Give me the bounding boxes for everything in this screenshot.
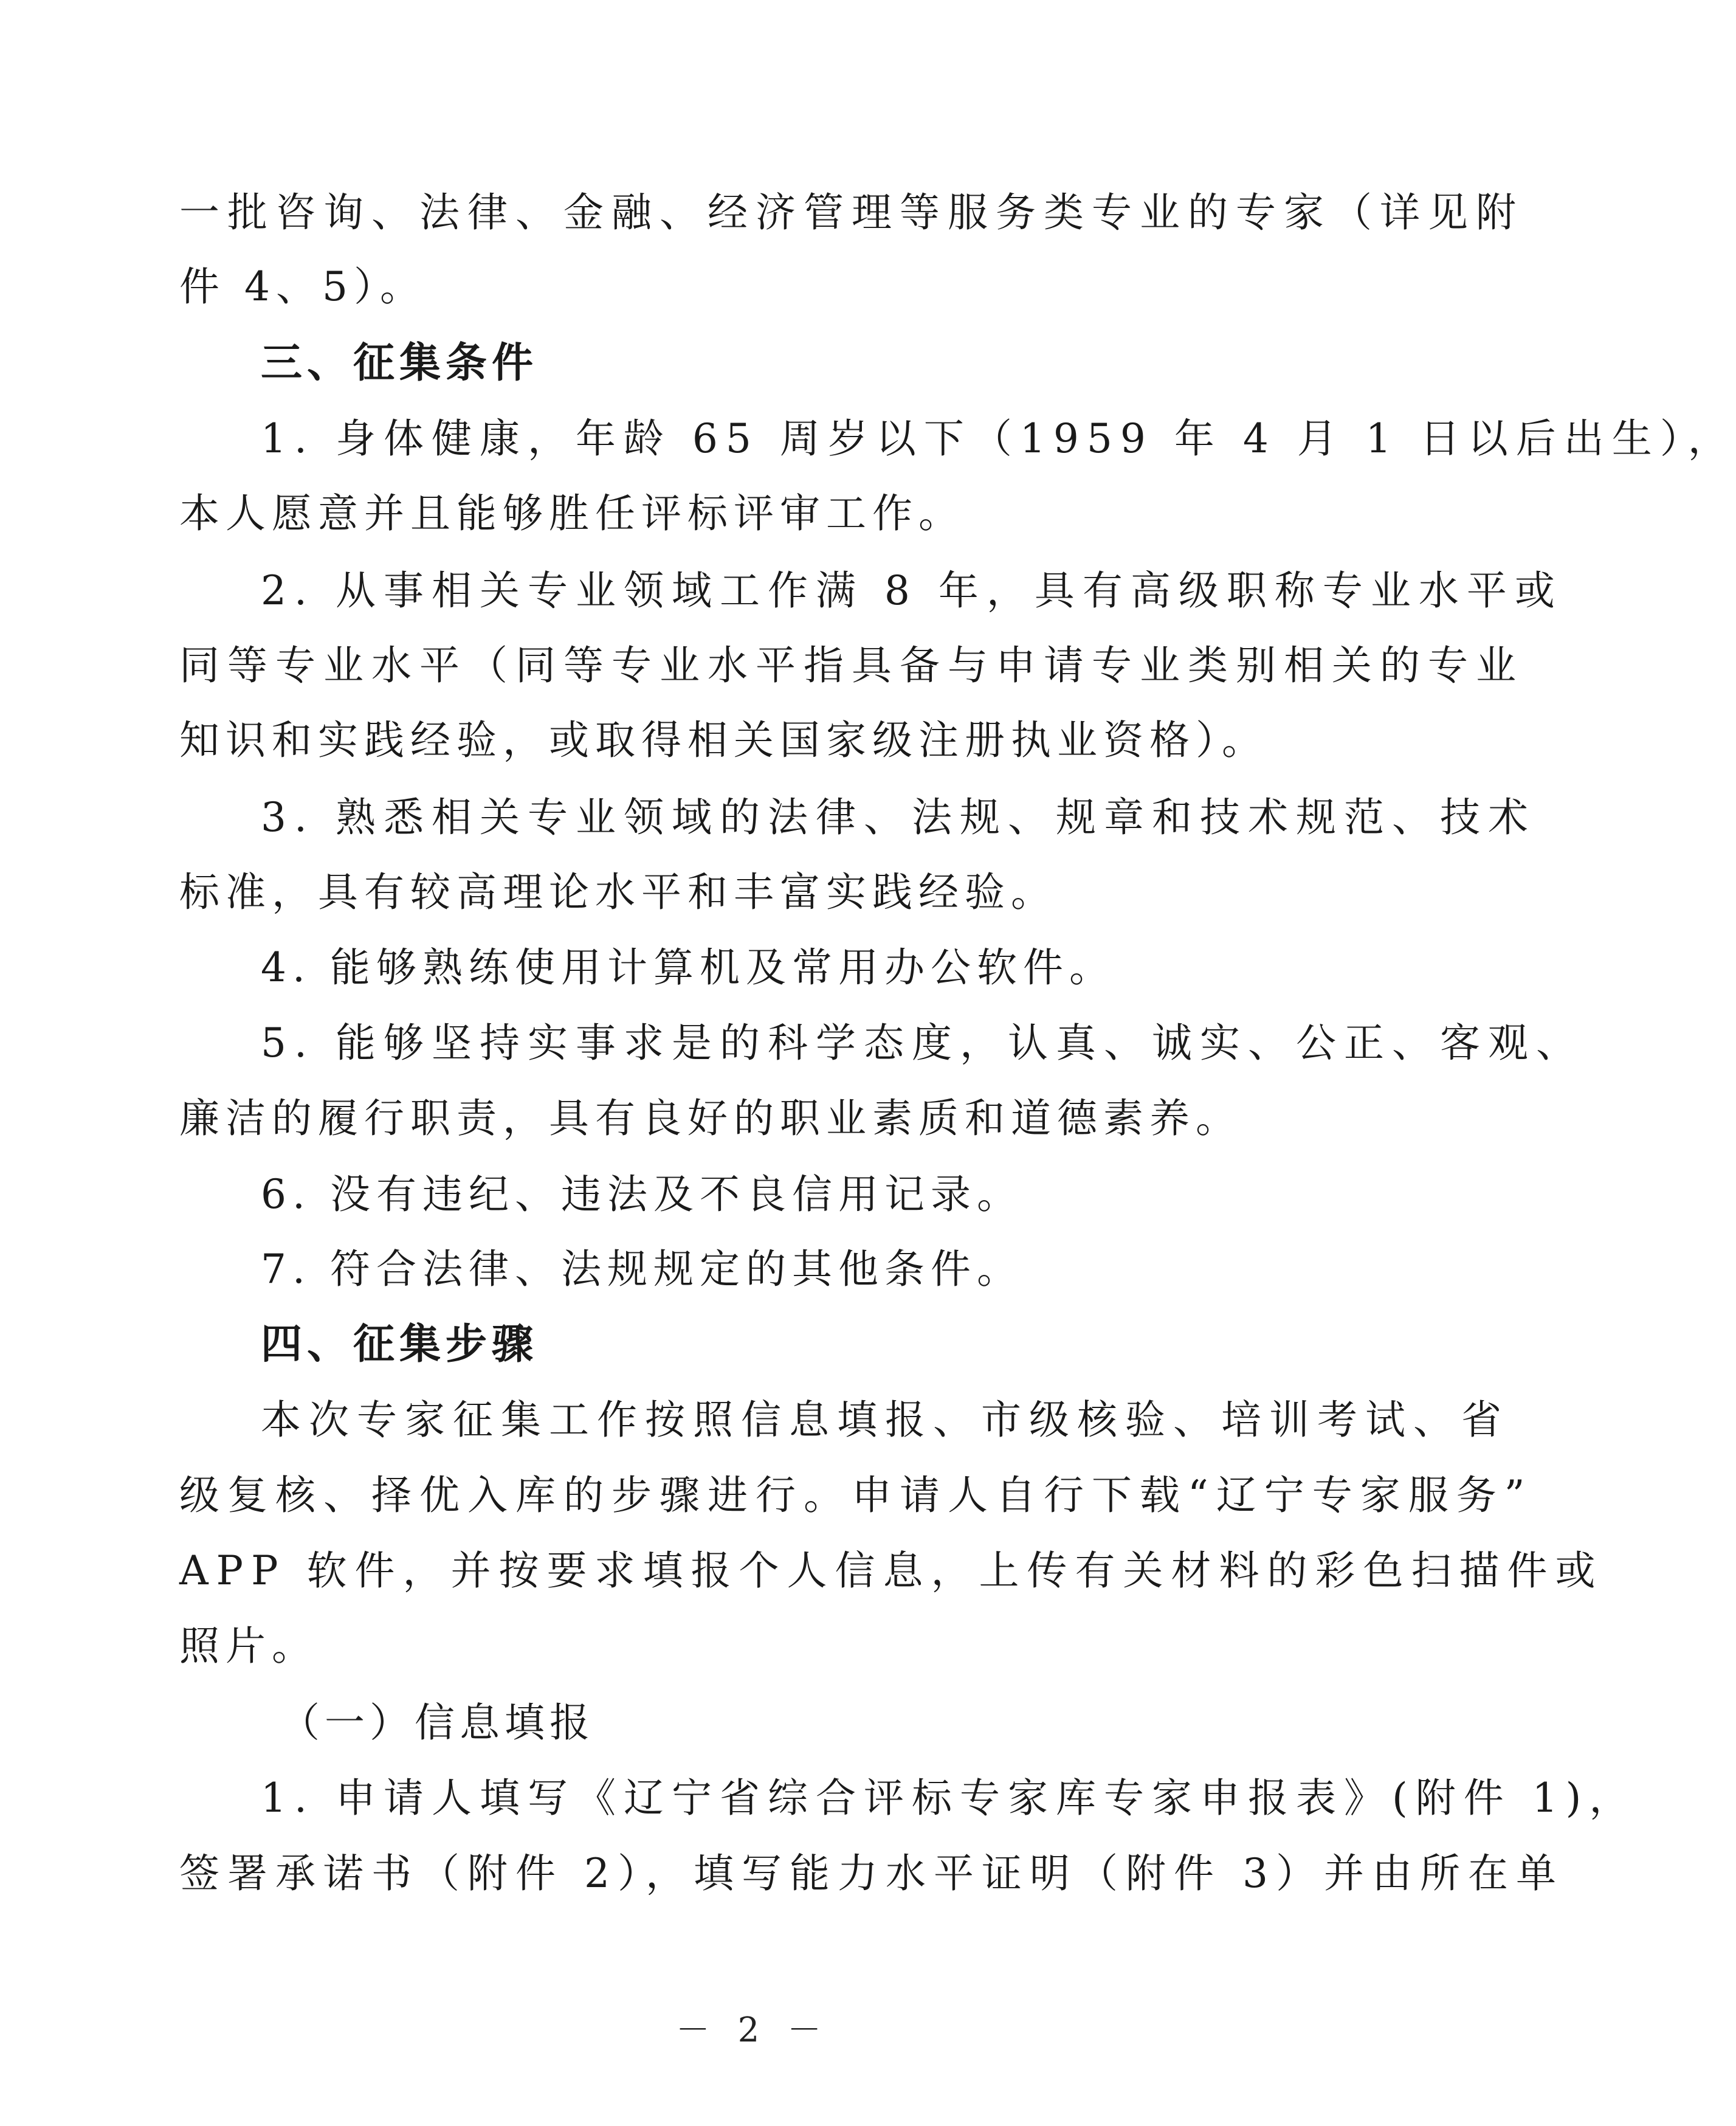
text-line: 级复核、择优入库的步骤进行。申请人自行下载“辽宁专家服务” — [179, 1472, 1533, 1519]
text-line: 同等专业水平（同等专业水平指具备与申请专业类别相关的专业 — [179, 642, 1524, 689]
subsection-heading: （一）信息填报 — [280, 1699, 594, 1746]
text-line: 本人愿意并且能够胜任评标评审工作。 — [179, 490, 965, 537]
text-line: 5. 能够坚持实事求是的科学态度，认真、诚实、公正、客观、 — [261, 1020, 1584, 1066]
text-line: 签署承诺书（附件 2），填写能力水平证明（附件 3）并由所在单 — [179, 1850, 1564, 1897]
text-line: 标准，具有较高理论水平和丰富实践经验。 — [179, 869, 1057, 916]
text-line: 6. 没有违纪、违法及不良信用记录。 — [261, 1171, 1023, 1218]
text-line: 1. 申请人填写《辽宁省综合评标专家库专家申报表》(附件 1)， — [261, 1775, 1638, 1821]
text-line: 一批咨询、法律、金融、经济管理等服务类专业的专家（详见附 — [179, 189, 1524, 236]
text-line: 本次专家征集工作按照信息填报、市级核验、培训考试、省 — [261, 1396, 1509, 1443]
text-line: 廉洁的履行职责，具有良好的职业素质和道德素养。 — [179, 1095, 1242, 1142]
text-line: 7. 符合法律、法规规定的其他条件。 — [261, 1246, 1023, 1293]
text-line: 1. 身体健康，年龄 65 周岁以下（1959 年 4 月 1 日以后出生）， — [261, 415, 1736, 462]
text-line: 3. 熟悉相关专业领域的法律、法规、规章和技术规范、技术 — [261, 794, 1536, 841]
text-line: 2. 从事相关专业领域工作满 8 年，具有高级职称专业水平或 — [261, 567, 1563, 614]
text-line: APP 软件，并按要求填报个人信息，上传有关材料的彩色扫描件或 — [179, 1547, 1603, 1594]
section-heading: 四、征集步骤 — [261, 1320, 539, 1368]
page-number: － 2 － — [675, 2010, 830, 2050]
text-line: 4. 能够熟练使用计算机及常用办公软件。 — [261, 944, 1115, 991]
text-line: 照片。 — [179, 1623, 318, 1669]
text-line: 件 4、5）。 — [179, 263, 426, 310]
section-heading: 三、征集条件 — [261, 339, 539, 387]
text-line: 知识和实践经验，或取得相关国家级注册执业资格）。 — [179, 717, 1268, 764]
